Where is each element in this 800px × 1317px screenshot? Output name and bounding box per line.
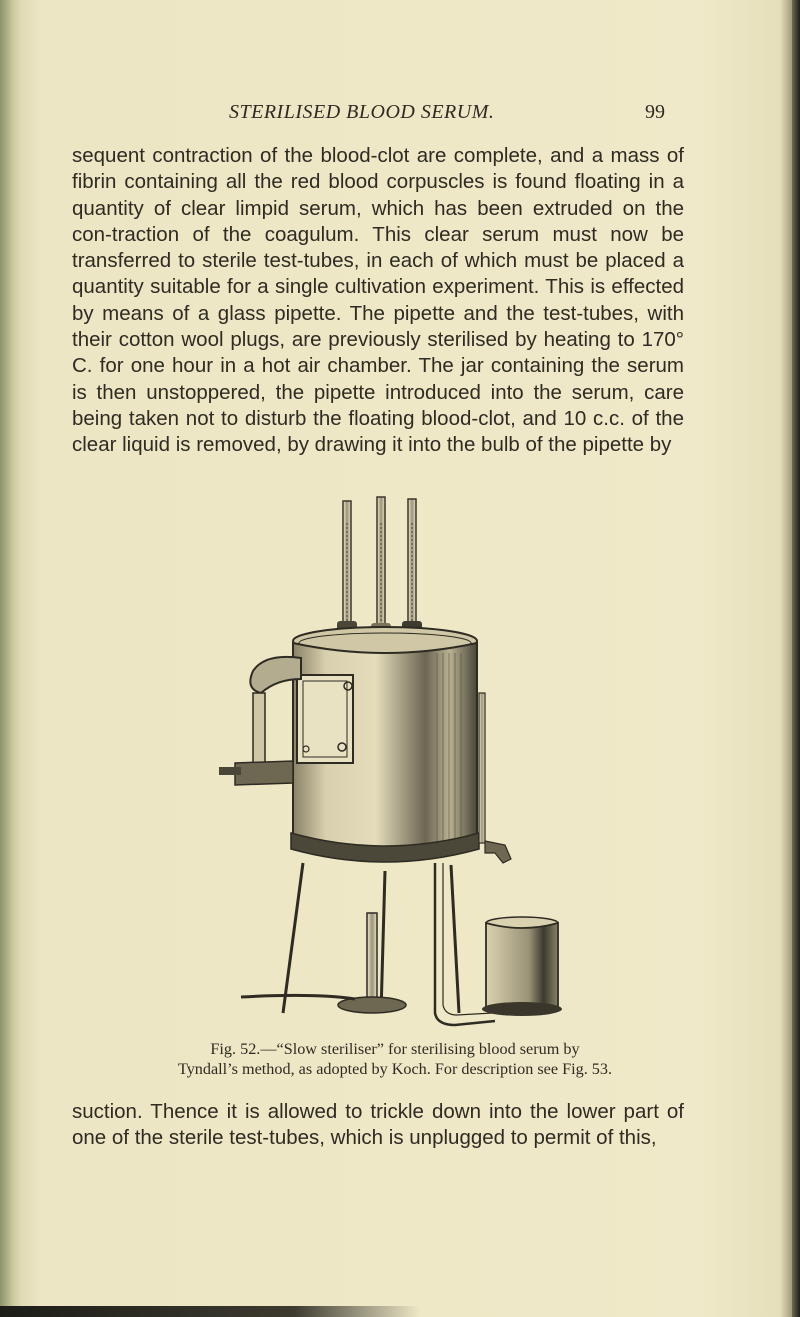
leg-middle bbox=[381, 871, 385, 1013]
caption-line-2: Tyndall’s method, as adopted by Koch. For description see Fig. 53. bbox=[177, 1060, 613, 1078]
steriliser-illustration bbox=[205, 493, 577, 1033]
figure-caption bbox=[100, 1039, 690, 1079]
bottom-edge-shadow bbox=[0, 1306, 420, 1317]
page-edge bbox=[792, 0, 800, 1317]
burner-stem bbox=[367, 913, 377, 999]
paragraph-top: sequent contraction of the blood-clot are complete, and a mass of fibrin containing all the red blood corpuscles is found floating in a quantity of clear limpid serum, which has been extruded on the con-traction of the coagulum. This clear serum must now be transferred to sterile test-tubes, in each of which must be placed a quantity suitable for a single cultivation experiment. This is effected by means of a glass pipette. The pipette and the test-tubes, with their cotton wool plugs, are previously sterilised by heating to 170° C. for one hour in a hot air chamber. The jar containing the serum is then unstoppered, the pipette introduced into the serum, care being taken not to disturb the floating blood-clot, and 10 c.c. of the clear liquid is removed, by drawing it into the bulb of the pipette by bbox=[72, 144, 684, 457]
running-title: STERILISED BLOOD SERUM. bbox=[229, 101, 495, 123]
page-number: 99 bbox=[645, 101, 665, 123]
leg-right bbox=[451, 865, 459, 1013]
collecting-jar bbox=[486, 923, 558, 1012]
binding-shadow bbox=[0, 0, 22, 1317]
page-header bbox=[0, 101, 800, 131]
caption-line-1: Fig. 52.—“Slow steriliser” for sterilising blood serum by bbox=[210, 1040, 580, 1058]
paragraph-bottom: suction. Thence it is allowed to trickle down into the lower part of one of the sterile test-tubes, which is unplugged to permit of this, bbox=[72, 1100, 684, 1150]
leg-left bbox=[283, 863, 303, 1013]
